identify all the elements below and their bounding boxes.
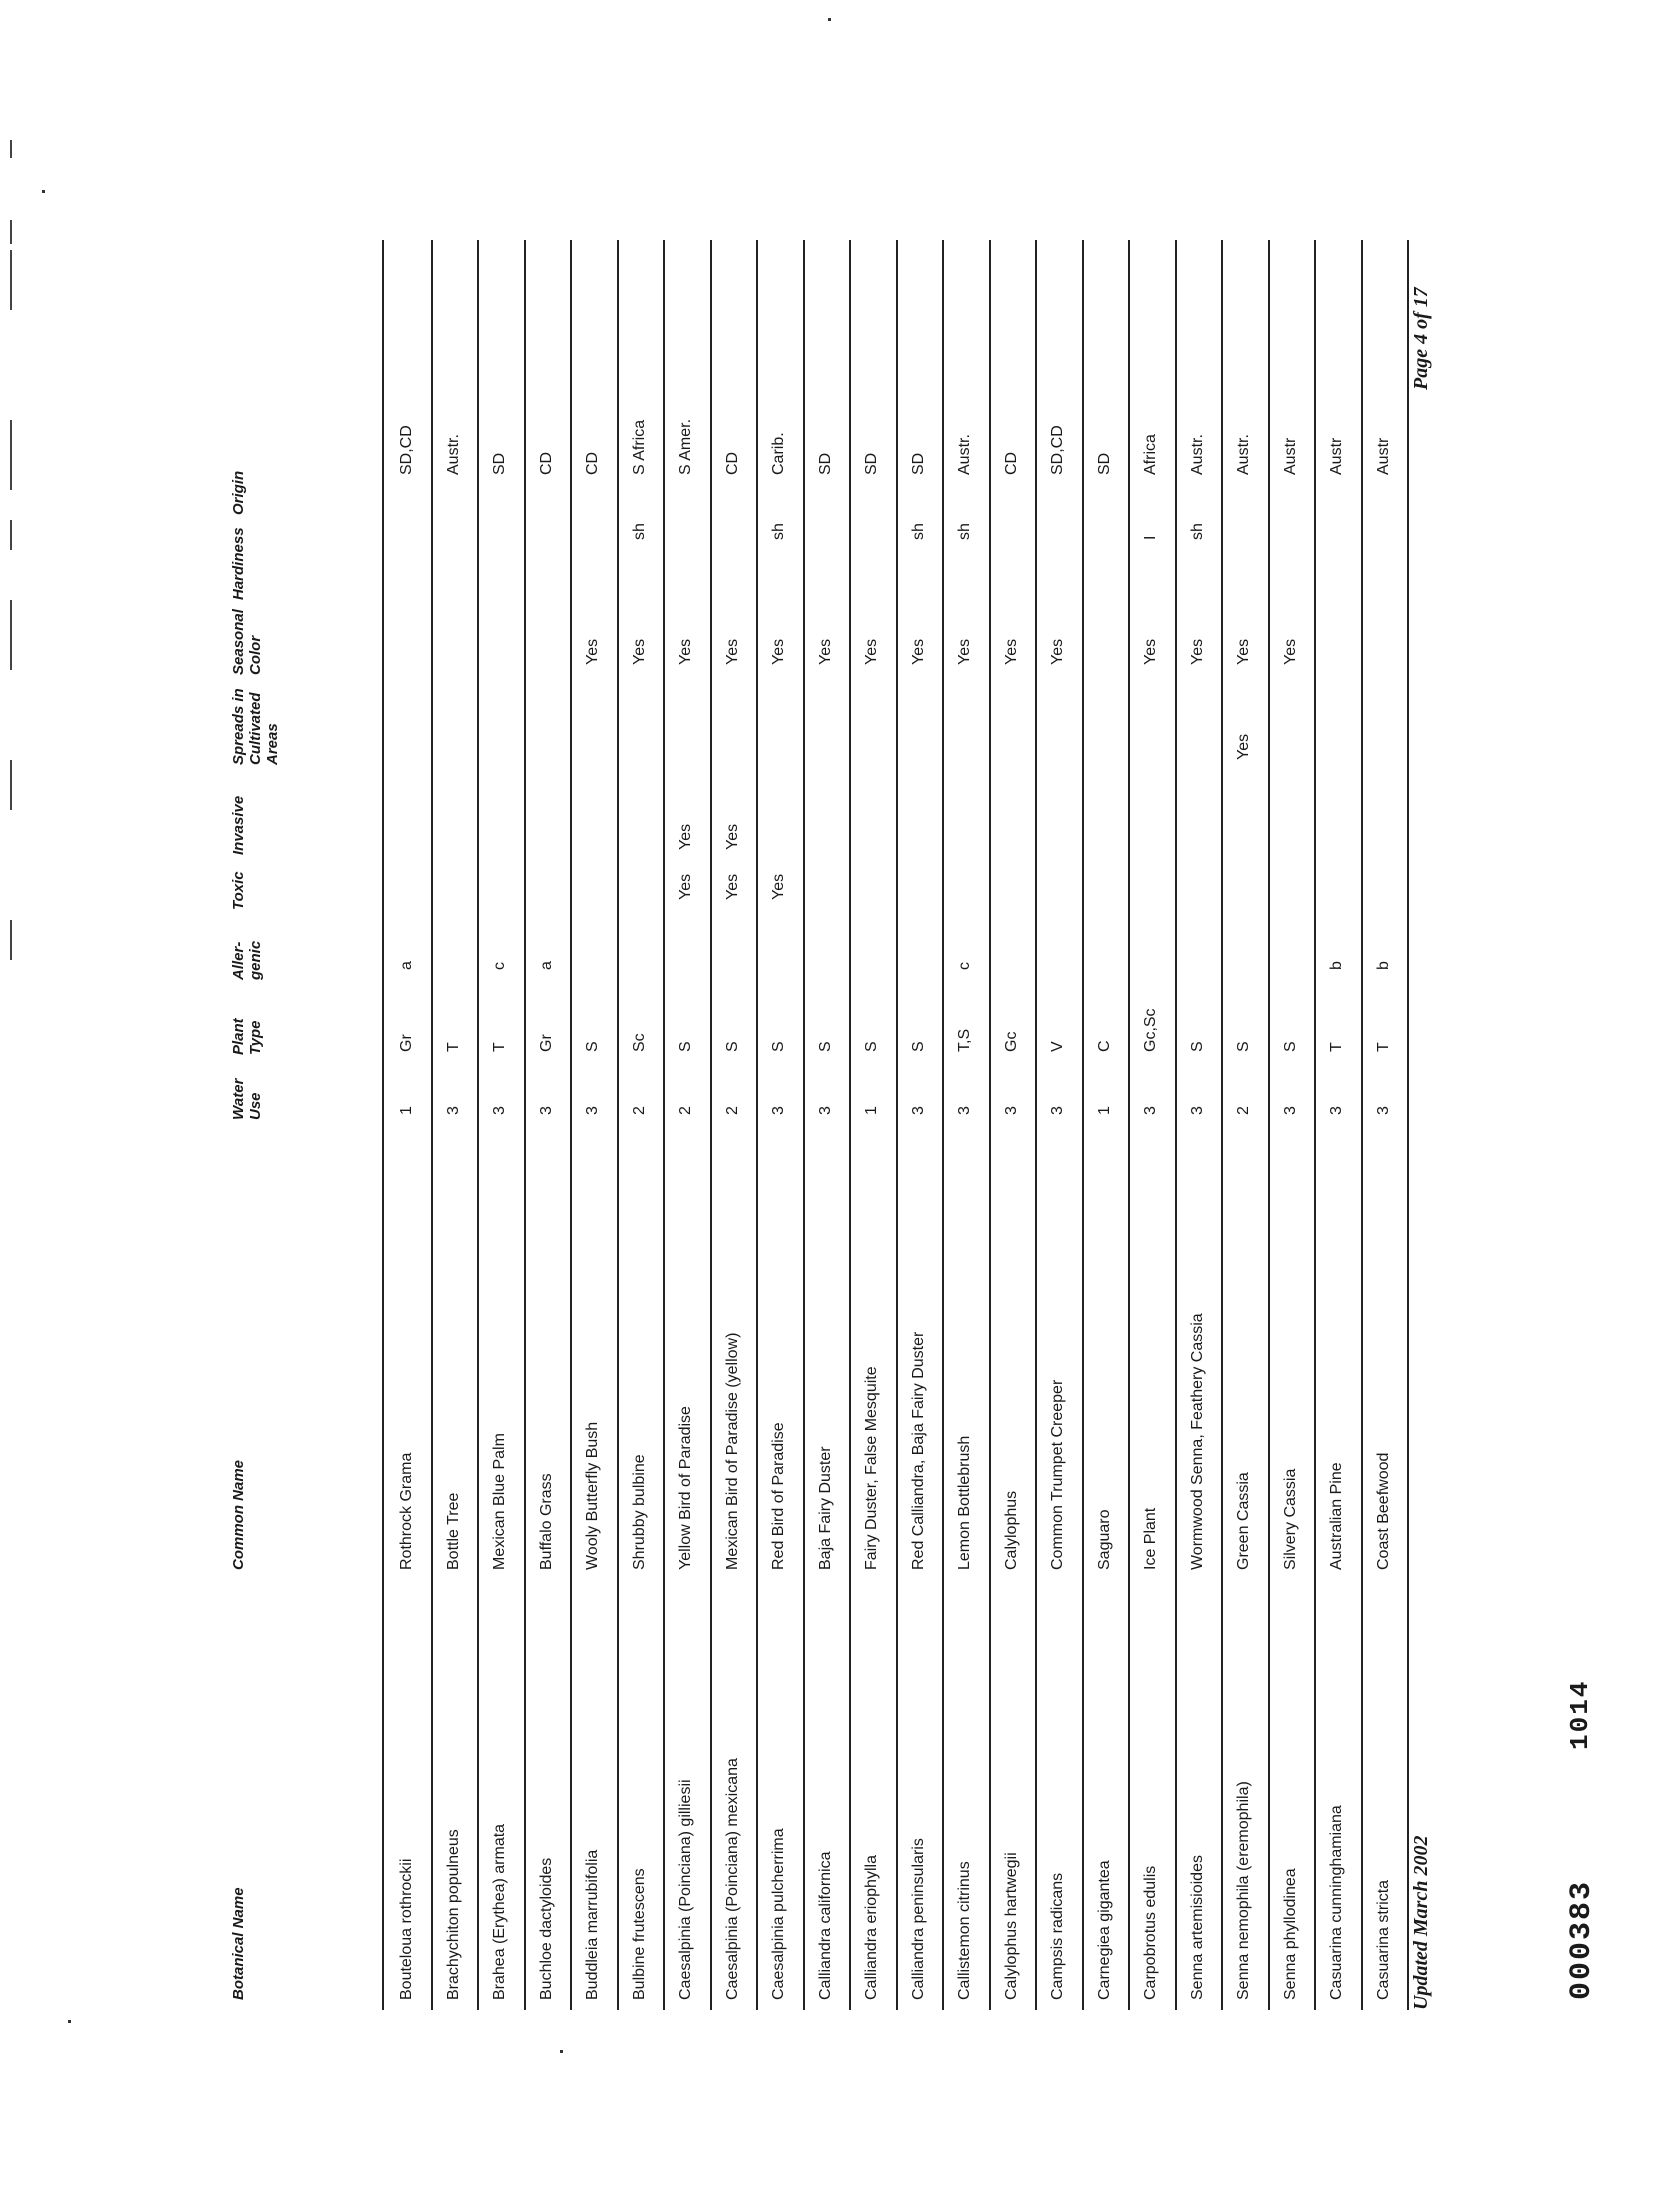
row-rule xyxy=(1175,240,1177,2010)
row-rule xyxy=(1314,240,1316,2010)
origin-cell: CD xyxy=(723,451,741,475)
row-rule xyxy=(570,240,572,2010)
plant-type-cell: Gc,Sc xyxy=(1142,1008,1159,1052)
origin-cell: Carib. xyxy=(770,432,787,475)
seasonal-color-cell: Yes xyxy=(863,638,880,665)
seasonal-color-cell: Yes xyxy=(723,638,741,665)
scan-mark xyxy=(10,140,12,158)
seasonal-color-cell: Yes xyxy=(1002,638,1020,665)
plant-type-cell: T xyxy=(1328,1042,1345,1052)
water-use-cell: 3 xyxy=(491,1106,508,1115)
water-use-cell: 1 xyxy=(398,1106,415,1115)
scan-mark xyxy=(10,520,12,550)
hardiness-cell: sh xyxy=(956,523,973,540)
invasive-cell: Yes xyxy=(677,823,694,850)
toxic-cell: Yes xyxy=(677,873,694,900)
common-name-cell: Common Trumpet Creeper xyxy=(1049,1379,1066,1570)
common-name-cell: Red Bird of Paradise xyxy=(770,1422,787,1570)
plant-type-cell: T xyxy=(491,1042,508,1052)
water-use-cell: 3 xyxy=(1328,1106,1345,1115)
scan-mark xyxy=(10,420,12,490)
common-name-cell: Green Cassia xyxy=(1235,1472,1252,1570)
plant-type-cell: C xyxy=(1095,1040,1113,1052)
plant-type-cell: S xyxy=(863,1041,880,1052)
common-name-cell: Mexican Blue Palm xyxy=(491,1433,508,1570)
botanical-name-cell: Senna phyllodinea xyxy=(1281,1868,1299,2000)
table-row xyxy=(623,240,659,2010)
common-name-cell: Rothrock Grama xyxy=(398,1452,415,1570)
row-rule xyxy=(756,240,758,2010)
header-plant: Plant Type xyxy=(230,1018,264,1055)
origin-cell: CD xyxy=(1002,451,1020,475)
origin-cell: SD xyxy=(1095,452,1113,475)
row-rule xyxy=(803,240,805,2010)
water-use-cell: 1 xyxy=(863,1106,880,1115)
row-rule xyxy=(710,240,712,2010)
botanical-name-cell: Senna artemisioides xyxy=(1188,1855,1206,2000)
table-row xyxy=(483,240,519,2010)
row-rule xyxy=(989,240,991,2010)
botanical-name-cell: Bulbine frutescens xyxy=(630,1868,648,2000)
common-name-cell: Saguaro xyxy=(1095,1509,1113,1570)
plant-type-cell: Gr xyxy=(398,1034,415,1052)
scan-speck xyxy=(560,2050,563,2053)
row-rule xyxy=(1407,240,1409,2010)
botanical-name-cell: Casuarina cunninghamiana xyxy=(1328,1805,1345,2000)
botanical-name-cell: Casuarina stricta xyxy=(1374,1879,1392,2000)
origin-cell: SD xyxy=(863,452,880,475)
water-use-cell: 1 xyxy=(1095,1106,1113,1115)
table-row xyxy=(902,240,938,2010)
row-rule xyxy=(942,240,944,2010)
scan-mark xyxy=(10,760,12,810)
scan-mark xyxy=(10,920,12,960)
water-use-cell: 3 xyxy=(770,1106,787,1115)
hardiness-cell: sh xyxy=(770,523,787,540)
botanical-name-cell: Caesalpinia (Poinciana) gilliesii xyxy=(677,1779,694,2000)
botanical-name-cell: Bouteloua rothrockii xyxy=(398,1858,415,2000)
row-rule xyxy=(1221,240,1223,2010)
row-rule xyxy=(849,240,851,2010)
common-name-cell: Shrubby bulbine xyxy=(630,1454,648,1570)
toxic-cell: Yes xyxy=(770,873,787,900)
seasonal-color-cell: Yes xyxy=(1188,638,1206,665)
water-use-cell: 2 xyxy=(723,1106,741,1115)
origin-cell: SD xyxy=(816,452,834,475)
origin-cell: Africa xyxy=(1142,434,1159,475)
seasonal-color-cell: Yes xyxy=(909,638,927,665)
origin-cell: Austr xyxy=(1281,437,1299,475)
header-allergenic: Aller- genic xyxy=(230,940,264,980)
plant-type-cell: Sc xyxy=(630,1033,648,1052)
allergenic-cell: a xyxy=(537,961,555,970)
row-rule xyxy=(1035,240,1037,2010)
table-row xyxy=(437,240,473,2010)
table-row xyxy=(669,240,705,2010)
water-use-cell: 3 xyxy=(537,1106,555,1115)
plant-type-cell: S xyxy=(1281,1041,1299,1052)
water-use-cell: 2 xyxy=(1235,1106,1252,1115)
spreads-cell: Yes xyxy=(1235,733,1252,760)
header-invasive: Invasive xyxy=(230,795,247,855)
water-use-cell: 3 xyxy=(956,1106,973,1115)
row-rule xyxy=(1361,240,1363,2010)
botanical-name-cell: Calliandra californica xyxy=(816,1851,834,2000)
header-seasonal: Seasonal Color xyxy=(230,609,264,675)
row-rule xyxy=(663,240,665,2010)
origin-cell: Austr xyxy=(1374,437,1392,475)
table-row xyxy=(390,240,426,2010)
common-name-cell: Bottle Tree xyxy=(444,1492,462,1570)
table-row xyxy=(995,240,1031,2010)
common-name-cell: Red Calliandra, Baja Fairy Duster xyxy=(909,1331,927,1570)
origin-cell: Austr. xyxy=(1188,434,1206,475)
common-name-cell: Fairy Duster, False Mesquite xyxy=(863,1366,880,1570)
allergenic-cell: b xyxy=(1374,961,1392,970)
header-spreads: Spreads in Cultivated Areas xyxy=(230,688,281,765)
plant-type-cell: T,S xyxy=(956,1028,973,1052)
table-row xyxy=(1041,240,1077,2010)
common-name-cell: Coast Beefwood xyxy=(1374,1452,1392,1570)
common-name-cell: Buffalo Grass xyxy=(537,1473,555,1570)
botanical-name-cell: Calliandra eriophylla xyxy=(863,1855,880,2000)
hardiness-cell: sh xyxy=(630,523,648,540)
plant-type-cell: Gc xyxy=(1002,1031,1020,1052)
seasonal-color-cell: Yes xyxy=(584,638,601,665)
botanical-name-cell: Calliandra peninsularis xyxy=(909,1838,927,2000)
origin-cell: Austr. xyxy=(444,434,462,475)
table-row xyxy=(716,240,752,2010)
bates-stamp-suffix: 1014 xyxy=(1565,1679,1595,1750)
plant-type-cell: V xyxy=(1049,1041,1066,1052)
row-rule xyxy=(1128,240,1130,2010)
origin-cell: Austr. xyxy=(956,434,973,475)
botanical-name-cell: Carpobrotus edulis xyxy=(1142,1865,1159,2000)
allergenic-cell: a xyxy=(398,961,415,970)
plant-type-cell: S xyxy=(1188,1041,1206,1052)
origin-cell: Austr. xyxy=(1235,434,1252,475)
table-row xyxy=(1274,240,1310,2010)
seasonal-color-cell: Yes xyxy=(677,638,694,665)
table-row xyxy=(809,240,845,2010)
water-use-cell: 3 xyxy=(444,1106,462,1115)
origin-cell: Austr xyxy=(1328,437,1345,475)
header-water: Water Use xyxy=(230,1078,264,1120)
row-rule xyxy=(1082,240,1084,2010)
table-row xyxy=(530,240,566,2010)
water-use-cell: 3 xyxy=(1002,1106,1020,1115)
water-use-cell: 3 xyxy=(1142,1106,1159,1115)
water-use-cell: 3 xyxy=(1281,1106,1299,1115)
common-name-cell: Ice Plant xyxy=(1142,1507,1159,1570)
botanical-name-cell: Caesalpinia pulcherrima xyxy=(770,1828,787,2000)
table-row xyxy=(855,240,891,2010)
seasonal-color-cell: Yes xyxy=(1281,638,1299,665)
row-rule xyxy=(617,240,619,2010)
common-name-cell: Silvery Cassia xyxy=(1281,1468,1299,1570)
seasonal-color-cell: Yes xyxy=(1142,638,1159,665)
table-row xyxy=(1227,240,1263,2010)
header-toxic: Toxic xyxy=(230,871,247,910)
scan-speck xyxy=(828,18,831,21)
water-use-cell: 3 xyxy=(909,1106,927,1115)
plant-type-cell: S xyxy=(677,1041,694,1052)
common-name-cell: Mexican Bird of Paradise (yellow) xyxy=(723,1332,741,1570)
plant-type-cell: S xyxy=(909,1041,927,1052)
scan-mark xyxy=(10,250,12,310)
rotated-page xyxy=(230,240,1599,2010)
allergenic-cell: c xyxy=(491,962,508,970)
plant-type-cell: S xyxy=(1235,1041,1252,1052)
page-number: Page 4 of 17 xyxy=(1410,287,1432,390)
table-header-rule xyxy=(382,240,384,2010)
hardiness-cell: I xyxy=(1142,535,1159,540)
header-botanical: Botanical Name xyxy=(230,1887,247,2000)
common-name-cell: Lemon Bottlebrush xyxy=(956,1435,973,1570)
row-rule xyxy=(896,240,898,2010)
table-row xyxy=(1181,240,1217,2010)
water-use-cell: 2 xyxy=(630,1106,648,1115)
table-row xyxy=(576,240,612,2010)
plant-type-cell: S xyxy=(770,1041,787,1052)
header-origin: Origin xyxy=(230,470,247,515)
water-use-cell: 2 xyxy=(677,1106,694,1115)
seasonal-color-cell: Yes xyxy=(1235,638,1252,665)
botanical-name-cell: Caesalpinia (Poinciana) mexicana xyxy=(723,1758,741,2000)
plant-type-cell: S xyxy=(584,1041,601,1052)
botanical-name-cell: Brahea (Erythea) armata xyxy=(491,1823,508,2000)
bates-stamp: 000383 xyxy=(1565,1879,1599,2000)
seasonal-color-cell: Yes xyxy=(630,638,648,665)
updated-date: Updated March 2002 xyxy=(1410,1835,1432,2010)
water-use-cell: 3 xyxy=(1188,1106,1206,1115)
scan-mark xyxy=(10,220,12,244)
hardiness-cell: sh xyxy=(909,523,927,540)
botanical-name-cell: Campsis radicans xyxy=(1049,1872,1066,2000)
common-name-cell: Wormwood Senna, Feathery Cassia xyxy=(1188,1313,1206,1570)
origin-cell: CD xyxy=(584,451,601,475)
plant-type-cell: Gr xyxy=(537,1034,555,1052)
origin-cell: SD,CD xyxy=(1049,425,1066,475)
plant-type-cell: T xyxy=(1374,1042,1392,1052)
table-row xyxy=(1320,240,1356,2010)
origin-cell: S Amer. xyxy=(677,418,694,475)
water-use-cell: 3 xyxy=(584,1106,601,1115)
seasonal-color-cell: Yes xyxy=(1049,638,1066,665)
row-rule xyxy=(431,240,433,2010)
header-hardiness: Hardiness xyxy=(230,527,247,600)
plant-type-cell: S xyxy=(816,1041,834,1052)
botanical-name-cell: Carnegiea gigantea xyxy=(1095,1860,1113,2000)
origin-cell: SD xyxy=(491,452,508,475)
seasonal-color-cell: Yes xyxy=(770,638,787,665)
botanical-name-cell: Senna nemophila (eremophila) xyxy=(1235,1781,1252,2000)
allergenic-cell: c xyxy=(956,962,973,970)
botanical-name-cell: Callistemon citrinus xyxy=(956,1861,973,2000)
botanical-name-cell: Buddleia marrubifolia xyxy=(584,1849,601,2000)
common-name-cell: Baja Fairy Duster xyxy=(816,1446,834,1570)
seasonal-color-cell: Yes xyxy=(956,638,973,665)
invasive-cell: Yes xyxy=(723,823,741,850)
water-use-cell: 3 xyxy=(816,1106,834,1115)
common-name-cell: Wooly Butterfly Bush xyxy=(584,1421,601,1570)
table-row xyxy=(762,240,798,2010)
common-name-cell: Yellow Bird of Paradise xyxy=(677,1406,694,1570)
water-use-cell: 3 xyxy=(1049,1106,1066,1115)
plant-type-cell: T xyxy=(444,1042,462,1052)
origin-cell: CD xyxy=(537,451,555,475)
origin-cell: S Africa xyxy=(630,419,648,475)
water-use-cell: 3 xyxy=(1374,1106,1392,1115)
botanical-name-cell: Calylophus hartwegii xyxy=(1002,1852,1020,2000)
toxic-cell: Yes xyxy=(723,873,741,900)
header-common: Common Name xyxy=(230,1459,247,1570)
common-name-cell: Calylophus xyxy=(1002,1490,1020,1570)
table-row xyxy=(1134,240,1170,2010)
botanical-name-cell: Brachychiton populneus xyxy=(444,1829,462,2000)
scan-speck xyxy=(42,190,45,193)
table-row xyxy=(1088,240,1124,2010)
scan-mark xyxy=(10,600,12,670)
plant-type-cell: S xyxy=(723,1041,741,1052)
origin-cell: SD xyxy=(909,452,927,475)
common-name-cell: Australian Pine xyxy=(1328,1462,1345,1570)
origin-cell: SD,CD xyxy=(398,425,415,475)
row-rule xyxy=(524,240,526,2010)
botanical-name-cell: Buchloe dactyloides xyxy=(537,1857,555,2000)
table-row xyxy=(948,240,984,2010)
scan-speck xyxy=(68,2020,71,2023)
table-row xyxy=(1367,240,1403,2010)
seasonal-color-cell: Yes xyxy=(816,638,834,665)
allergenic-cell: b xyxy=(1328,961,1345,970)
row-rule xyxy=(477,240,479,2010)
row-rule xyxy=(1268,240,1270,2010)
hardiness-cell: sh xyxy=(1188,523,1206,540)
